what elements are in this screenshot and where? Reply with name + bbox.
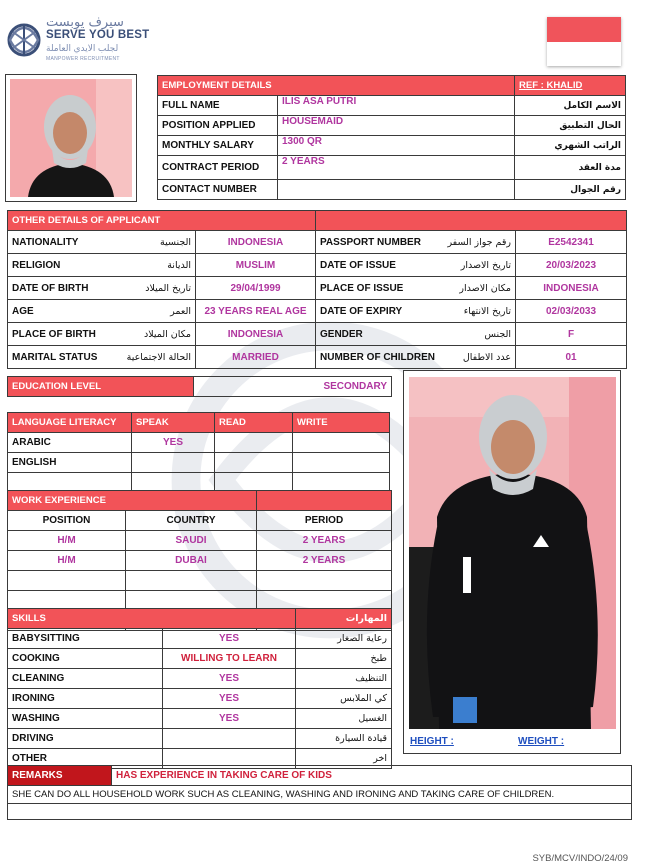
place-of-issue-label: PLACE OF ISSUE	[320, 282, 404, 294]
babysitting-arabic: رعاية الصغار	[296, 629, 392, 649]
full-name-arabic: الاسم الكامل	[515, 96, 626, 116]
place-of-birth-arabic: مكان الميلاد	[143, 328, 191, 340]
logo-english-subtitle: MANPOWER RECRUITMENT	[46, 56, 120, 62]
contact-number-label: CONTACT NUMBER	[158, 180, 278, 200]
nationality-label: NATIONALITY	[12, 236, 79, 248]
ironing-label: IRONING	[8, 689, 163, 709]
full-body-photo-frame	[403, 370, 621, 754]
place-of-issue-arabic: مكان الاصدار	[459, 282, 511, 294]
passport-number-arabic: رقم جواز السفر	[447, 236, 511, 248]
skills-header-arabic: المهارات	[296, 609, 392, 629]
arabic-speak: YES	[132, 433, 215, 453]
position-applied-arabic: الحال التطبيق	[515, 116, 626, 136]
logo-arabic-name: سيرف يوبست	[46, 15, 124, 30]
period-column-header: PERIOD	[257, 511, 392, 531]
work-experience-header-right	[257, 491, 392, 511]
language-literacy-header: LANGUAGE LITERACY	[8, 413, 132, 433]
other-details-table	[7, 210, 627, 369]
gender-value: F	[516, 323, 627, 346]
cleaning-value: YES	[163, 669, 296, 689]
work-row-period	[257, 571, 392, 591]
work-row-period: 2 YEARS	[257, 551, 392, 571]
skills-header: SKILLS	[8, 609, 296, 629]
date-of-expiry-label: DATE OF EXPIRY	[320, 305, 403, 317]
full-name-label: FULL NAME	[158, 96, 278, 116]
date-of-birth-arabic: تاريخ الميلاد	[145, 282, 191, 294]
language-literacy-table	[7, 412, 390, 493]
washing-arabic: الغسيل	[296, 709, 392, 729]
babysitting-label: BABYSITTING	[8, 629, 163, 649]
language-english: ENGLISH	[8, 453, 132, 473]
driving-arabic: قيادة السيارة	[296, 729, 392, 749]
date-of-birth-label: DATE OF BIRTH	[12, 282, 89, 294]
company-logo-icon	[4, 16, 44, 64]
arabic-read	[215, 433, 293, 453]
work-row-period: 2 YEARS	[257, 531, 392, 551]
education-table	[7, 376, 392, 397]
other-details-header: OTHER DETAILS OF APPLICANT	[8, 211, 316, 231]
education-value: SECONDARY	[194, 377, 392, 397]
employment-details-table	[157, 75, 626, 200]
logo-arabic-subtitle: لجلب الايدي العاملة	[46, 43, 119, 53]
cooking-value: WILLING TO LEARN	[163, 649, 296, 669]
passport-number-value: E2542341	[516, 231, 627, 254]
number-of-children-value: 01	[516, 346, 627, 369]
marital-status-label: MARITAL STATUS	[12, 351, 98, 363]
marital-status-value: MARRIED	[196, 346, 316, 369]
country-column-header: COUNTRY	[126, 511, 257, 531]
passport-number-label: PASSPORT NUMBER	[320, 236, 421, 248]
skills-table	[7, 608, 392, 769]
work-row-country: DUBAI	[126, 551, 257, 571]
contact-number-arabic: رقم الجوال	[515, 180, 626, 200]
contract-period-value: 2 YEARS	[278, 156, 515, 180]
document-code: SYB/MCV/INDO/24/09	[532, 853, 628, 864]
gender-label: GENDER	[320, 328, 363, 340]
date-of-expiry-value: 02/03/2033	[516, 300, 627, 323]
marital-status-arabic: الحالة الاجتماعية	[126, 351, 191, 363]
number-of-children-label: NUMBER OF CHILDREN	[320, 351, 435, 363]
position-applied-value: HOUSEMAID	[278, 116, 515, 136]
washing-label: WASHING	[8, 709, 163, 729]
work-row-position: H/M	[8, 551, 126, 571]
washing-value: YES	[163, 709, 296, 729]
age-value: 23 YEARS REAL AGE	[196, 300, 316, 323]
remarks-headline: HAS EXPERIENCE IN TAKING CARE OF KIDS	[112, 766, 632, 786]
monthly-salary-label: MONTHLY SALARY	[158, 136, 278, 156]
read-header: READ	[215, 413, 293, 433]
work-row-position	[8, 571, 126, 591]
english-read	[215, 453, 293, 473]
remarks-label: REMARKS	[8, 766, 112, 786]
cleaning-arabic: التنظيف	[296, 669, 392, 689]
contract-period-arabic: مدة العقد	[515, 156, 626, 180]
religion-arabic: الديانة	[167, 259, 191, 271]
ironing-arabic: كي الملابس	[296, 689, 392, 709]
education-label: EDUCATION LEVEL	[8, 377, 194, 397]
position-applied-label: POSITION APPLIED	[158, 116, 278, 136]
driving-label: DRIVING	[8, 729, 163, 749]
contract-period-label: CONTRACT PERIOD	[158, 156, 278, 180]
place-of-birth-label: PLACE OF BIRTH	[12, 328, 96, 340]
portrait-photo-frame	[5, 74, 137, 202]
gender-arabic: الجنس	[484, 328, 511, 340]
babysitting-value: YES	[163, 629, 296, 649]
cooking-label: COOKING	[8, 649, 163, 669]
age-arabic: العمر	[170, 305, 191, 317]
indonesia-flag	[547, 17, 621, 66]
other-details-header-right	[316, 211, 627, 231]
write-header: WRITE	[293, 413, 390, 433]
date-of-birth-value: 29/04/1999	[196, 277, 316, 300]
logo-english-name: SERVE YOU BEST	[46, 29, 150, 41]
place-of-birth-value: INDONESIA	[196, 323, 316, 346]
driving-value	[163, 729, 296, 749]
english-speak	[132, 453, 215, 473]
cooking-arabic: طبخ	[296, 649, 392, 669]
work-row-country: SAUDI	[126, 531, 257, 551]
contact-number-value	[278, 180, 515, 200]
remarks-text: SHE CAN DO ALL HOUSEHOLD WORK SUCH AS CLEANING, WASHING AND IRONING AND TAKING CARE OF CHILDREN.	[8, 786, 632, 804]
cleaning-label: CLEANING	[8, 669, 163, 689]
position-column-header: POSITION	[8, 511, 126, 531]
employment-details-header: EMPLOYMENT DETAILS	[158, 76, 515, 96]
monthly-salary-arabic: الراتب الشهري	[515, 136, 626, 156]
arabic-write	[293, 433, 390, 453]
place-of-issue-value: INDONESIA	[516, 277, 627, 300]
language-arabic: ARABIC	[8, 433, 132, 453]
weight-label: WEIGHT :	[518, 736, 565, 747]
remarks-table	[7, 765, 632, 820]
date-of-expiry-arabic: تاريخ الانتهاء	[463, 305, 511, 317]
date-of-issue-arabic: تاريخ الاصدار	[460, 259, 511, 271]
date-of-issue-label: DATE OF ISSUE	[320, 259, 396, 271]
age-label: AGE	[12, 305, 34, 317]
work-row-position: H/M	[8, 531, 126, 551]
nationality-value: INDONESIA	[196, 231, 316, 254]
other-label: OTHER	[8, 749, 163, 769]
full-name-value: ILIS ASA PUTRI	[278, 96, 515, 116]
remarks-empty-row	[8, 804, 632, 820]
ref-label: REF : KHALID	[515, 76, 626, 96]
ironing-value: YES	[163, 689, 296, 709]
portrait-photo	[10, 79, 132, 197]
date-of-issue-value: 20/03/2023	[516, 254, 627, 277]
speak-header: SPEAK	[132, 413, 215, 433]
english-write	[293, 453, 390, 473]
religion-label: RELIGION	[12, 259, 61, 271]
religion-value: MUSLIM	[196, 254, 316, 277]
nationality-arabic: الجنسية	[160, 236, 191, 248]
work-row-country	[126, 571, 257, 591]
full-body-photo	[409, 377, 616, 729]
work-experience-header: WORK EXPERIENCE	[8, 491, 257, 511]
height-label: HEIGHT :	[410, 736, 454, 747]
number-of-children-arabic: عدد الاطفال	[462, 351, 511, 363]
other-arabic: اخر	[296, 749, 392, 769]
monthly-salary-value: 1300 QR	[278, 136, 515, 156]
